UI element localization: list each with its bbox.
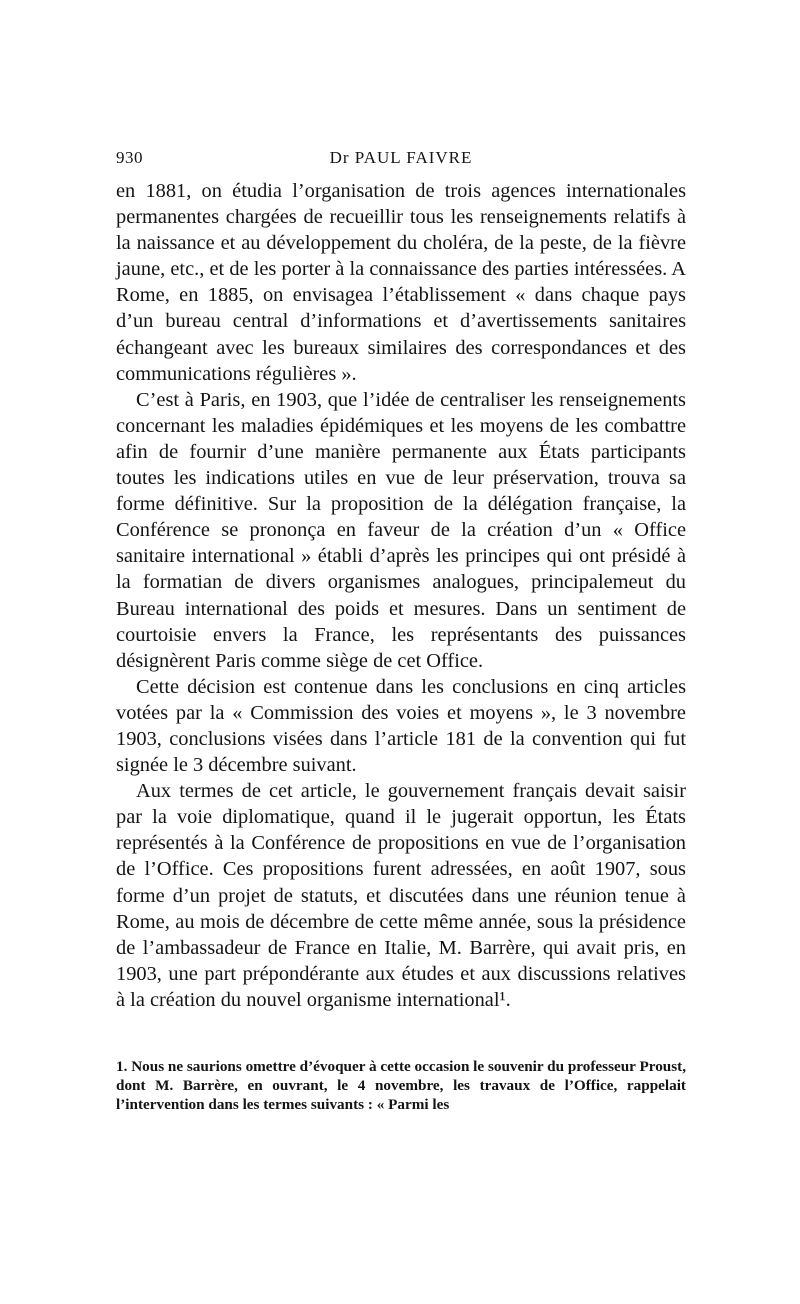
running-head xyxy=(116,148,686,174)
footnote-text: 1. Nous ne saurions omettre d’évoquer à cette occasion le souvenir du professeur Proust, dont M. Barrère, en ouvrant, le 4 novembre, les travaux de l’Office, rappelait l’intervention dans les termes suivants : « Parmi les xyxy=(116,1058,686,1113)
paragraph-3: Cette décision est contenue dans les conclusions en cinq articles votées par la « Commission des voies et moyens », le 3 novembre 1903, conclusions visées dans l’article 181 de la convention qui fut signée le 3 décembre suivant. xyxy=(116,675,686,777)
page-number: 930 xyxy=(116,148,143,167)
paragraph-4: Aux termes de cet article, le gouvernement français devait saisir par la voie diplomatique, quand il le jugerait opportun, les États représentés à la Conférence de propositions en vue de l’organisation de l’Office. Ces propositions furent adressées, en août 1907, sous forme d’un projet de statuts, et discutées dans une réunion tenue à Rome, au mois de décembre de cette même année, sous la présidence de l’ambassadeur de France en Italie, M. Barrère, qui avait pris, en 1903, une part prépondérante aux études et aux discussions relatives à la création du nouvel organisme international¹. xyxy=(116,780,686,1011)
running-title: Dr PAUL FAIVRE xyxy=(329,148,473,167)
paragraph-2: C’est à Paris, en 1903, que l’idée de centraliser les renseignements concernant les maladies épidémiques et les moyens de les combattre afin de fournir d’une manière permanente aux États participants toutes les indications utiles en vue de leur préservation, trouva sa forme définitive. Sur la proposition de la délégation française, la Conférence se prononça en faveur de la création d’un « Office sanitaire international » établi d’après les principes qui ont présidé à la formatian de divers organismes analogues, principalemeut du Bureau international des poids et mesures. Dans un sentiment de courtoisie envers la France, les représentants des puissances désignèrent Paris comme siège de cet Office. xyxy=(116,388,686,672)
footnote xyxy=(116,1057,686,1114)
paragraph-1: en 1881, on étudia l’organisation de trois agences internationales permanentes chargées de recueillir tous les renseignements relatifs à la naissance et au développement du choléra, de la peste, de la fièvre jaune, etc., et de les porter à la connaissance des parties intéressées. A Rome, en 1885, on envisagea l’établissement « dans chaque pays d’un bureau central d’informations et d’avertissements sanitaires échangeant avec les bureaux similaires des correspondances et des communications régulières ». xyxy=(116,180,686,385)
book-page xyxy=(116,148,686,1114)
body-text xyxy=(116,178,686,1013)
